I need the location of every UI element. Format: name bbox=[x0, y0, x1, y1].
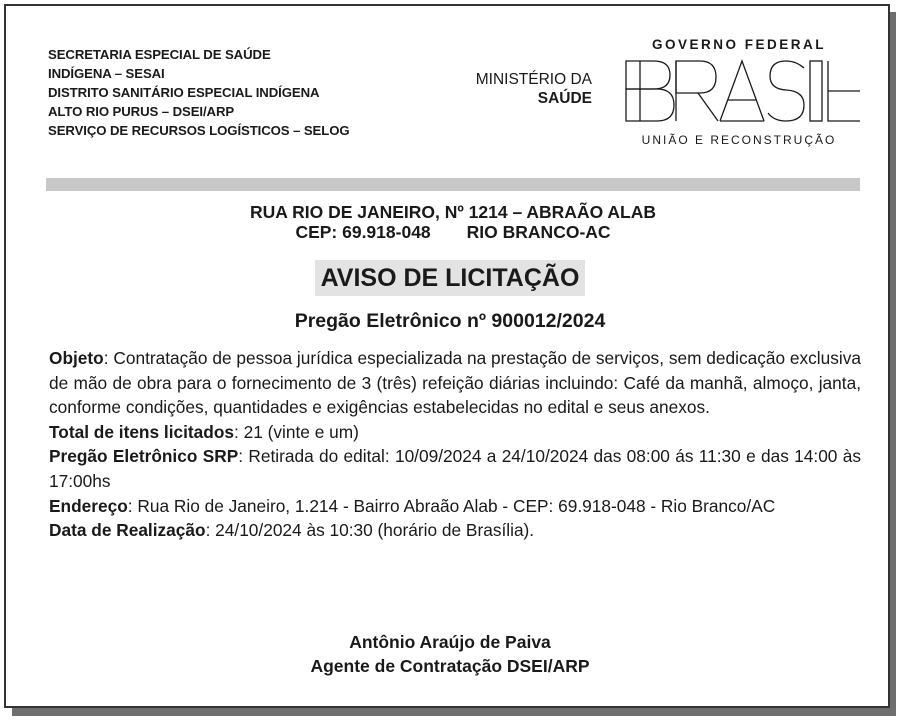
objeto-label: Objeto bbox=[49, 348, 104, 368]
governo-federal-label: GOVERNO FEDERAL bbox=[651, 37, 826, 52]
organization-block bbox=[48, 45, 350, 140]
ministerio-saude-logo bbox=[452, 70, 592, 108]
separator-bar bbox=[46, 178, 860, 191]
org-line: INDÍGENA – SESAI bbox=[48, 66, 165, 81]
notice-body bbox=[49, 346, 861, 543]
objeto-paragraph bbox=[49, 346, 861, 420]
signature-block bbox=[0, 630, 900, 678]
ministerio-line: MINISTÉRIO DA bbox=[475, 71, 592, 88]
data-label: Data de Realização bbox=[49, 520, 206, 541]
org-line: DISTRITO SANITÁRIO ESPECIAL INDÍGENA bbox=[48, 85, 320, 100]
total-label: Total de itens licitados bbox=[49, 421, 235, 442]
signatory-role: Agente de Contratação DSEI/ARP bbox=[310, 656, 590, 676]
org-line: SECRETARIA ESPECIAL DE SAÚDE bbox=[48, 47, 271, 62]
endereco-paragraph bbox=[49, 494, 861, 519]
data-text: : 24/10/2024 às 10:30 (horário de Brasília). bbox=[205, 520, 535, 541]
data-paragraph bbox=[49, 518, 861, 543]
srp-label: Pregão Eletrônico SRP bbox=[49, 446, 239, 467]
pregao-subtitle: Pregão Eletrônico nº 900012/2024 bbox=[294, 310, 606, 332]
total-paragraph bbox=[49, 420, 861, 445]
title-wrap bbox=[0, 260, 900, 296]
objeto-text: : Contratação de pessoa jurídica especializada na prestação de serviços, sem dedicação exclusiva de mão de obra para o fornecimento de 3 (três) refeição diárias incluindo: Café da manhã, almoço, janta, conforme condições, quantidades e exigências estabelecidas no edital e seus anexos. bbox=[49, 348, 861, 418]
brasil-logo bbox=[624, 58, 862, 124]
uniao-reconstrucao-label: UNIÃO E RECONSTRUÇÃO bbox=[641, 133, 837, 147]
srp-paragraph bbox=[49, 444, 861, 493]
endereco-text: : Rua Rio de Janeiro, 1.214 - Bairro Abraão Alab - CEP: 69.918-048 - Rio Branco/AC bbox=[127, 495, 776, 516]
endereco-label: Endereço bbox=[49, 495, 128, 516]
address-cep-line bbox=[46, 222, 860, 242]
total-text: : 21 (vinte e um) bbox=[234, 421, 359, 442]
org-line: SERVIÇO DE RECURSOS LOGÍSTICOS – SELOG bbox=[48, 123, 350, 138]
address-line: RUA RIO DE JANEIRO, Nº 1214 – ABRAÃO ALAB bbox=[249, 202, 657, 222]
signatory-name: Antônio Araújo de Paiva bbox=[349, 632, 551, 652]
address-block bbox=[46, 202, 860, 242]
org-line: ALTO RIO PURUS – DSEI/ARP bbox=[48, 104, 235, 119]
city: RIO BRANCO-AC bbox=[466, 222, 611, 242]
page-title: AVISO DE LICITAÇÃO bbox=[315, 260, 586, 296]
srp-text: : Retirada do edital: 10/09/2024 a 24/10/2024 das 08:00 ás 11:30 e das 14:00 às 17:00hs bbox=[49, 446, 861, 491]
cep: CEP: 69.918-048 bbox=[295, 222, 431, 242]
ministerio-saude: SAÚDE bbox=[537, 90, 592, 107]
